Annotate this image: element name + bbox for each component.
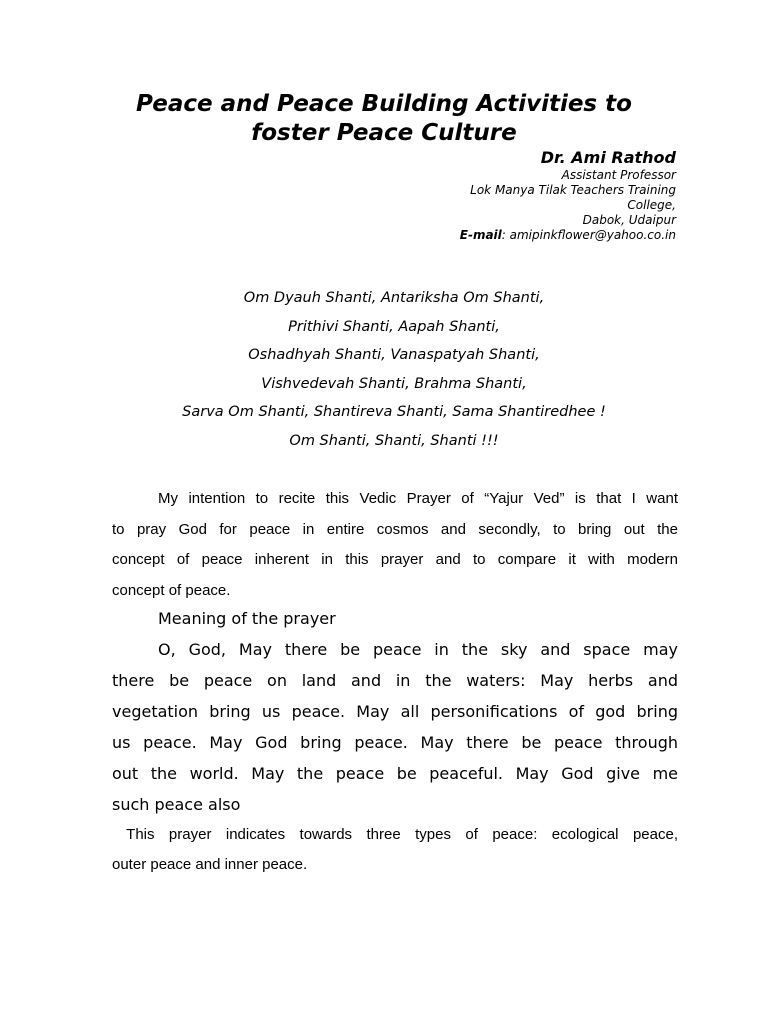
author-location: Dabok, Udaipur	[582, 213, 676, 227]
author-block	[256, 148, 676, 243]
paragraph-line: outer peace and inner peace.	[112, 856, 308, 873]
paragraph-line: O, God, May there be peace in the sky and space may	[158, 640, 678, 659]
author-institution-line-2: College,	[627, 198, 676, 212]
title-line-1: Peace and Peace Building Activities to	[136, 91, 632, 117]
prayer-line: Sarva Om Shanti, Shantireva Shanti, Sama Shantiredhee !	[182, 404, 606, 420]
author-position: Assistant Professor	[561, 168, 676, 182]
meaning-paragraph	[112, 634, 678, 820]
paragraph-line: there be peace on land and in the waters: May herbs and	[112, 671, 678, 690]
prayer-line: Oshadhyah Shanti, Vanaspatyah Shanti,	[248, 347, 540, 363]
author-email	[256, 228, 676, 243]
paragraph-line: concept of peace.	[112, 581, 231, 599]
prayer-line: Om Dyauh Shanti, Antariksha Om Shanti,	[243, 290, 545, 306]
email-value: : amipinkflower@yahoo.co.in	[501, 228, 676, 242]
vedic-prayer	[100, 284, 688, 455]
paragraph-line: such peace also	[112, 795, 241, 814]
prayer-line: Vishvedevah Shanti, Brahma Shanti,	[261, 375, 527, 392]
intro-paragraph	[112, 484, 678, 606]
author-institution-line-1: Lok Manya Tilak Teachers Training	[470, 183, 676, 197]
paragraph-line: to pray God for peace in entire cosmos and secondly, to bring out the	[112, 520, 678, 538]
author-name: Dr. Ami Rathod	[540, 148, 676, 167]
paragraph-line: This prayer indicates towards three types of peace: ecological peace,	[112, 826, 678, 843]
paragraph-line: vegetation bring us peace. May all personifications of god bring	[112, 702, 678, 721]
paragraph-line: out the world. May the peace be peaceful. May God give me	[112, 764, 678, 783]
title-line-2: foster Peace Culture	[251, 120, 517, 146]
prayer-line: Om Shanti, Shanti, Shanti !!!	[289, 432, 499, 449]
paragraph-line: us peace. May God bring peace. May there be peace through	[112, 733, 678, 752]
document-title	[90, 90, 678, 148]
email-label: E-mail	[459, 228, 502, 242]
types-paragraph	[112, 820, 678, 880]
meaning-heading: Meaning of the prayer	[158, 609, 336, 628]
prayer-line: Prithivi Shanti, Aapah Shanti,	[288, 318, 500, 335]
paragraph-line: My intention to recite this Vedic Prayer of “Yajur Ved” is that I want	[158, 490, 678, 507]
paragraph-line: concept of peace inherent in this prayer and to compare it with modern	[112, 551, 678, 568]
